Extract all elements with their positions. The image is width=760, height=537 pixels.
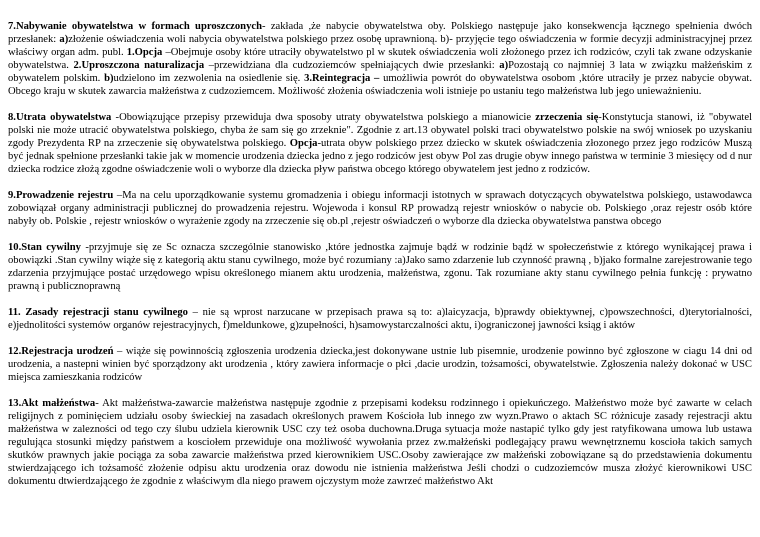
paragraph (8, 397, 752, 488)
paragraph (8, 189, 752, 228)
document-body (8, 20, 752, 488)
text-run: -Konstytucja stanowi, iż "obywatel polski nie może utracić obywatelstwa polskiego, chyba że sam się go zrzeknie". Zgodnie z art.13 obywatel polski traci obywatelstwo polskie na swój wniosek po uzyskaniu zgody Prezydenta RP na zrzeczenie się obywatelstwa polskiego. (8, 112, 753, 149)
bold-text-run: 13.Akt małżeństwa (8, 398, 96, 409)
text-run: -Obowiązujące przepisy przewiduja dwa sposoby utraty obywatelstwa polskiego a mianowicie (111, 112, 536, 123)
bold-text-run: 12.Rejestracja urodzeń (8, 346, 114, 357)
paragraph (8, 111, 752, 176)
bold-text-run: 7.Nabywanie obywatelstwa w formach uproszczonych (8, 21, 262, 32)
bold-text-run: 3.Reintegracja – (304, 73, 380, 84)
bold-text-run: zrzeczenia się (535, 112, 599, 123)
text-run: – wiąże się powinnością zgłoszenia urodzenia dziecka,jest dokonywane ustnie lub pisemnie, urodzenie powinno być zgłoszone w ciagu 14 dni od urodzenia, a nastepni winien być sporządzony akt urodzenia , który zawiera informacje o płci ,dacie urodzin, tożsamości, obywatelstwie. Zgłoszenia należy dokonać w USC miejsca zamieszkania rodziców (8, 346, 752, 383)
text-run: –przewidziana dla cudzoziemców spełniających dwie przesłanki: (204, 60, 500, 71)
paragraph (8, 306, 752, 332)
bold-text-run: 2.Uproszczona naturalizacja (73, 60, 205, 71)
bold-text-run: 11. Zasady rejestracji stanu cywilnego (8, 307, 188, 318)
text-run: - Akt małżeństwa-zawarcie małżeństwa następuje zgodnie z przepisami kodeksu rodzinnego i opiekuńczego. Małżeństwo może być zawarte w celach religijnych z pominięciem udziału osoby świeckiej na zasadach określonych prawem Kościoła lub innego zw wyzn.Prawo o aktach SC różnicuje zasady rejestracji aktu małżeństwa w zalezności od tego czy ślubu udziela kierownik USC czy też osoba duchowna.Druga sytuacja może nastapić tylko gdy jest ratyfikowana umowa lub ustawa regulująca stosunki między państwem a kosciołem przewiduje ona możliwość wywołania przez zw.małżeński podlegający prawu wewnętrznemu koscioła takich samych skutków prawnych jakie pociąga za soba zawarcie małżeństwa przed kierownikiem USC.Osoby zawierające zw małżeński zobowiązane są do przedstawienia dokumentu stwierdzającego ich tożsamość złożenie odpisu aktu urodzenia oraz dowodu nie istnienia małżeństwa Jeśli chodzi o cudzoziemców musza złożyć kierownikowi USC dokumentu dtwierdzającego że zgodnie z właściwym dla niego prawem ojczystym może zawrzeć małżeństwo Akt (8, 398, 752, 487)
text-run: złożenie oświadczenia woli nabycia obywatelstwa polskiego przez osobę uprawnioną. b)- przyjęcie tego oświadczenia w formie decyzji administracyjnej przez właściwy organ adm. publ. (8, 34, 753, 58)
text-run: - zakłada ,że nabycie obywatelstwa oby. Polskiego następuje jako konsekwencja łącznego spełnienia dwóch przesłanek: (8, 21, 752, 45)
paragraph (8, 241, 752, 293)
bold-text-run: Opcja (289, 138, 318, 149)
bold-text-run: 8.Utrata obywatelstwa (8, 112, 112, 123)
bold-text-run: 9.Prowadzenie rejestru (8, 190, 114, 201)
bold-text-run: b) (104, 73, 114, 84)
paragraph (8, 345, 752, 384)
bold-text-run: 1.Opcja (126, 47, 163, 58)
text-run: Pozostają co najmniej 3 lata w związku małżeńskim z obywatelem polskim. (8, 60, 752, 84)
bold-text-run: a) (59, 34, 69, 45)
paragraph (8, 20, 752, 98)
text-run: –Obejmuje osoby które utraciły obywatelstwo pl w skutek oświadczenia woli złożonego przez ich rodziców, czyli tak zwane odzyskanie obywatelstwa. (8, 47, 752, 71)
bold-text-run: 10.Stan cywilny (8, 242, 81, 253)
text-run: umożliwia powrót do obywatelstwa osobom ,które utraciły je przez nabycie obywat. Obcego kraju w skutek zawarcia małżeństwa z cudzoziemcem. Możliwość złożenia oświadczenia woli istnieje po ustaniu tego małżeństwa lub jego unieważnieniu. (8, 73, 752, 97)
text-run: – nie są wprost narzucane w przepisach prawa są to: a)laicyzacja, b)prawdy obiektywnej, c)powszechności, d)terytorialności, e)jednolitości systemów organów rejestracyjnych, f)meldunkowe, g)zupełności, h)samowystarczalności aktu, i)ograniczonej jawności ksiąg i aktów (8, 307, 752, 331)
text-run: -utrata obyw polskiego przez dziecko w skutek oświadczenia złozonego przez jego rodziców Muszą być jednak spełnione przesłanki takie jak w momencie urodzenia dziecka jedno z jego rodziców jest obyw Pol zas drugie obyw innego państwa w terminie 3 miesięcy od d nur dziecka rodzice złożą zgodne oświadczenie woli o wyborze dla dziecka pływ państwa obcego którego obywatelem jest jedno z rodziców. (8, 138, 753, 175)
text-run: udzielono im zezwolenia na osiedlenie się. (113, 73, 305, 84)
text-run: –Ma na celu uporządkowanie systemu gromadzenia i obiegu informacji istotnych w sprawach dotyczących obywatelstwa polskiego, ustawodawca zobowiązał organy administracji publicznej do prowadzenia rejestru. Wojewoda i konsul RP prowadzą rejestr wniosków o nabycie ob. Polskiego ,oraz rejestr osób które nabyły ob. Polskie , rejestr wniosków o wyrażenie zgody na zrzeczenie się ob.pl ,rejestr oświadczeń o wyborze dla dziecka obywatelstwa panstwa obcego (8, 190, 752, 227)
text-run: -przyjmuje się ze Sc oznacza szczególnie stanowisko ,które jednostka zajmuje bądź w rodzinie bądź w społeczeństwie z którego wynikającej prawa i obowiązki .Stan cywilny wiąże się z kategorią aktu stanu cywilnego, może być rozumiany :a)Jako samo zdarzenie lub czynność prawną , b)jako formalne zarejestrowanie tego zdarzenia przyjmujące postać urzędowego wpisu określonego mianem aktu urodzenia, małżeństwa, zgonu. Tak rozumiane akty stanu cywilnego pełnia funkcję : prywatno prawną i publicznoprawną (8, 242, 752, 292)
bold-text-run: a) (499, 60, 509, 71)
